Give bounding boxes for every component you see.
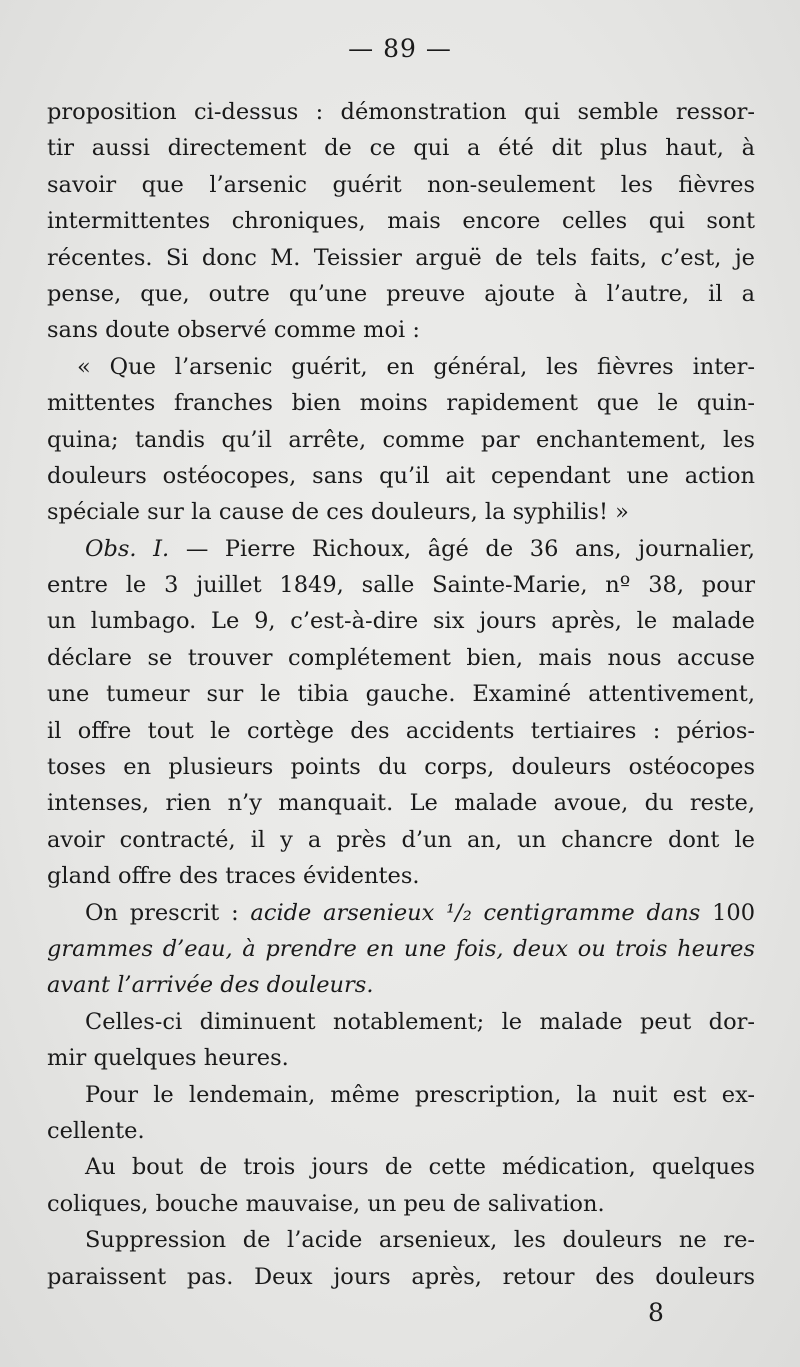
quote-line: douleurs ostéocopes, sans qu’il ait cependant une action <box>47 462 755 489</box>
text-line: intermittentes chroniques, mais encore celles qui sont <box>47 208 755 235</box>
page-number: — 89 — <box>348 34 452 63</box>
text-line: un lumbago. Le 9, c’est-à-dire six jours après, le malade <box>47 608 755 635</box>
prescription-line <box>47 895 755 931</box>
quote-line: « Que l’arsenic guérit, en général, les fièvres inter- <box>77 353 755 380</box>
text-line: récentes. Si donc M. Teissier arguë de tels faits, c’est, je <box>47 244 755 271</box>
text-line: Celles-ci diminuent notablement; le malade peut dor- <box>85 1008 755 1035</box>
prescription-line <box>47 931 755 967</box>
text-line: il offre tout le cortège des accidents tertiaires : périos- <box>47 717 755 744</box>
obs-label: Obs. I. <box>85 535 170 562</box>
text-line: tir aussi directement de ce qui a été dit plus haut, à <box>47 135 755 162</box>
text-line: Pour le lendemain, même prescription, la nuit est ex- <box>85 1081 755 1108</box>
text-line: proposition ci-dessus : démonstration qui semble ressor- <box>47 99 755 125</box>
text-line: mir quelques heures. <box>47 1045 289 1072</box>
signature-mark: 8 <box>648 1298 664 1327</box>
text-line: sans doute observé comme moi : <box>47 317 420 344</box>
quote-line: spéciale sur la cause de ces douleurs, la syphilis! » <box>47 499 629 526</box>
obs-text: — Pierre Richoux, âgé de 36 ans, journalier, <box>185 535 756 562</box>
prescription-intro: On prescrit : <box>85 899 239 926</box>
body-text <box>47 94 755 1295</box>
text-line: Au bout de trois jours de cette médication, quelques <box>85 1154 755 1181</box>
text-line: avoir contracté, il y a près d’un an, un chancre dont le <box>47 826 755 853</box>
text-line: pense, que, outre qu’une preuve ajoute à l’autre, il a <box>47 280 755 307</box>
text-line: intenses, rien n’y manquait. Le malade avoue, du reste, <box>47 790 755 817</box>
quote-line: mittentes franches bien moins rapidement que le quin- <box>47 390 755 417</box>
text-line: cellente. <box>47 1117 145 1144</box>
text-line: savoir que l’arsenic guérit non-seulement les fièvres <box>47 171 755 198</box>
text-line: gland offre des traces évidentes. <box>47 863 420 890</box>
quote-line: quina; tandis qu’il arrête, comme par enchantement, les <box>47 426 755 453</box>
text-line: entre le 3 juillet 1849, salle Sainte-Marie, nº 38, pour <box>47 572 755 599</box>
prescription-text: avant l’arrivée des douleurs. <box>47 972 374 999</box>
observation-line <box>47 531 755 567</box>
prescription-fraction: ¹/₂ <box>446 899 472 926</box>
prescription-amount: 100 <box>712 899 756 926</box>
text-line: paraissent pas. Deux jours après, retour des douleurs <box>47 1263 755 1290</box>
text-line: déclare se trouver complétement bien, mais nous accuse <box>47 644 755 671</box>
prescription-line <box>47 967 755 1003</box>
text-line: Suppression de l’acide arsenieux, les douleurs ne re- <box>85 1227 755 1254</box>
text-line: une tumeur sur le tibia gauche. Examiné attentivement, <box>47 681 755 708</box>
text-line: coliques, bouche mauvaise, un peu de salivation. <box>47 1190 605 1217</box>
prescription-text: grammes d’eau, à prendre en une fois, deux ou trois heures <box>47 935 755 962</box>
prescription-unit: centigramme dans <box>483 899 701 926</box>
prescription-drug: acide arsenieux <box>250 899 435 926</box>
text-line: toses en plusieurs points du corps, douleurs ostéocopes <box>47 754 755 781</box>
